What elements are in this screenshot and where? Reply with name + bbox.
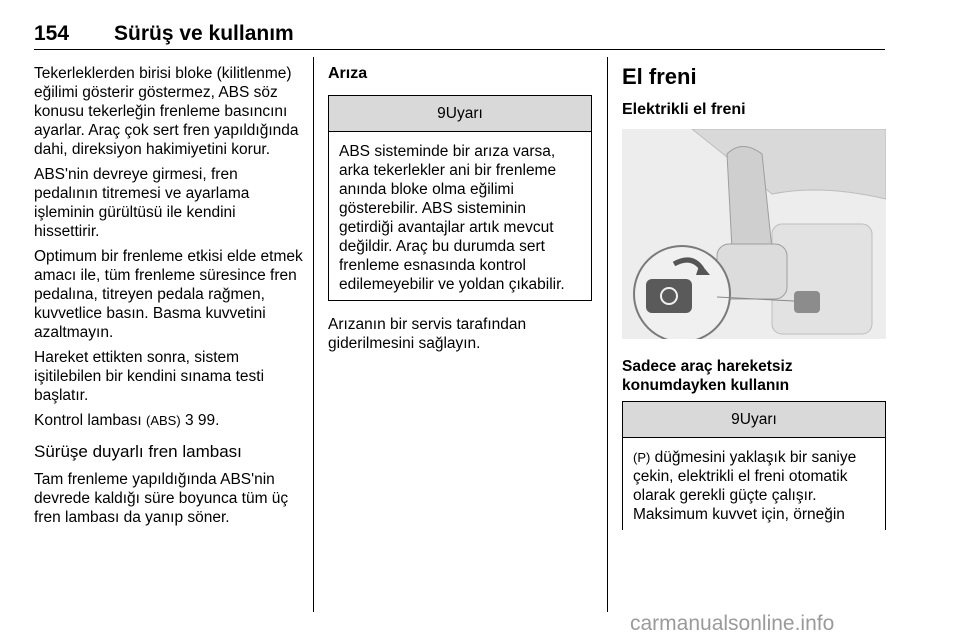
usage-note: Sadece araç hareketsiz konumdayken kullanın: [622, 358, 793, 394]
column-right: [622, 64, 886, 544]
warning-title-handbrake: 9Uyarı: [623, 402, 885, 438]
warning-box-abs: [328, 95, 592, 301]
warning-title: 9Uyarı: [329, 96, 591, 132]
section-heading-brake-light: Sürüşe duyarlı fren lambası: [34, 442, 242, 461]
paragraph-control-lamp: [34, 411, 304, 430]
watermark: carmanualsonline.info: [630, 612, 835, 635]
paragraph-service: Arızanın bir servis tarafından giderilmesini sağlayın.: [328, 316, 527, 352]
page-number: 154: [34, 22, 70, 45]
header-rule: [34, 49, 885, 50]
warning-box-handbrake: [622, 401, 886, 530]
warning-text-handbrake: [633, 448, 875, 524]
column-left: [34, 64, 304, 533]
column-divider-right: [607, 57, 608, 612]
abs-warning-icon: (ABS): [146, 413, 181, 428]
page-reference-link[interactable]: 3 99.: [185, 412, 220, 429]
column-middle: [328, 64, 592, 359]
parking-brake-icon: (P): [633, 450, 651, 465]
paragraph-optimum-braking: Optimum bir frenleme etkisi elde etmek amacı ile, tüm frenleme süresince fren pedalına, titreyen pedala rağmen, kuvvetlice basın. Basma kuvvetini azaltmayın.: [34, 248, 303, 341]
warning-text: ABS sisteminde bir arıza varsa, arka tekerlekler ani bir frenleme anında bloke olma eğilimi gösterebilir. ABS sisteminin getirdiği avantajlar artık mevcut değildir. Araç bu durumda sert frenleme esnasında kontrol edilemeyebilir ve yoldan çıkabilir.: [339, 143, 565, 293]
subsection-heading-electric-handbrake: Elektrikli el freni: [622, 101, 746, 118]
handbrake-illustration: [622, 129, 886, 339]
paragraph-abs-blocking: Tekerleklerden birisi bloke (kilitlenme) eğilimi gösterir göstermez, ABS söz konusu tekerleğin frenleme basıncını ayarlar. Araç çok sert fren yapıldığında dahi, direksiyon hakimiyetini korur.: [34, 65, 299, 158]
paragraph-self-test: Hareket ettikten sonra, sistem işitilebilen bir kendini sınama testi başlatır.: [34, 349, 265, 404]
page-title: Sürüş ve kullanım: [114, 22, 294, 45]
handbrake-illustration-svg: [622, 129, 886, 339]
page-header: [34, 22, 884, 50]
column-divider-left: [313, 57, 314, 612]
paragraph-abs-feedback: ABS'nin devreye girmesi, fren pedalının titremesi ve ayarlama işleminin gürültüsü ile kendini hissettirir.: [34, 166, 250, 240]
paragraph-brake-light: Tam frenleme yapıldığında ABS'nin devrede kaldığı süre boyunca tüm üç fren lambası da yanıp söner.: [34, 471, 289, 526]
section-heading-fault: Arıza: [328, 65, 368, 82]
control-lamp-label: Kontrol lambası: [34, 412, 142, 429]
warning-text-handbrake-body: düğmesini yaklaşık bir saniye çekin, elektrikli el freni otomatik olarak gerekli güçte çalışır. Maksimum kuvvet için, örneğin: [633, 449, 857, 523]
section-heading-handbrake: El freni: [622, 64, 697, 89]
